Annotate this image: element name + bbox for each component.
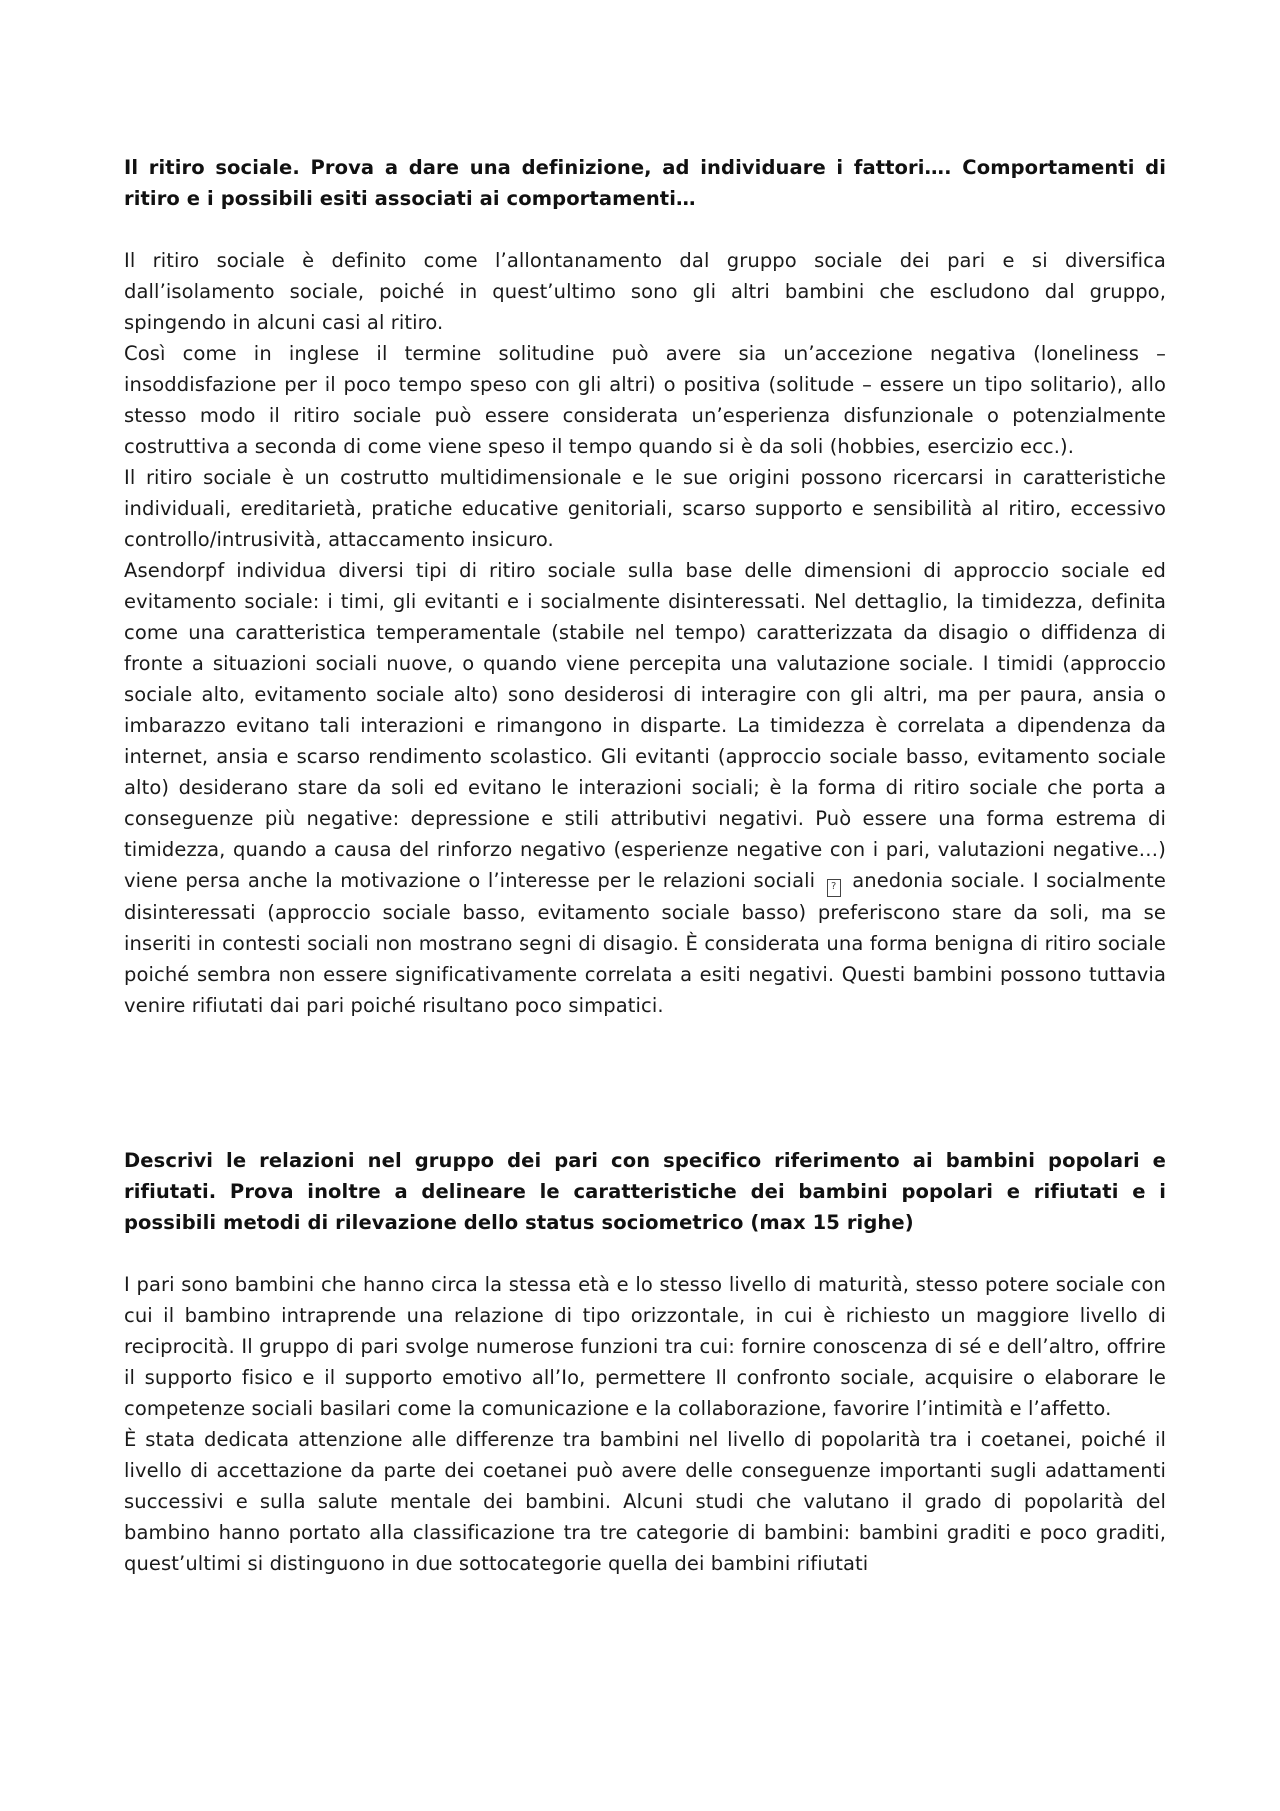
heading-spacer xyxy=(124,1238,1166,1269)
section-2-paragraph-1: I pari sono bambini che hanno circa la stessa età e lo stesso livello di maturità, stesso potere sociale con cui il bambino intraprende una relazione di tipo orizzontale, in cui è richiesto un maggiore livello di reciprocità. Il gruppo di pari svolge numerose funzioni tra cui: fornire conoscenza di sé e dell’altro, offrire il supporto fisico e il supporto emotivo all’Io, permettere Il confronto sociale, acquisire o elaborare le competenze sociali basilari come la comunicazione e la collaborazione, favorire l’intimità e l’affetto. xyxy=(124,1273,1166,1420)
section-1-paragraph-4 xyxy=(124,555,1166,1021)
missing-glyph-icon: ? xyxy=(827,879,841,897)
document-body xyxy=(124,152,1166,1579)
section-1-heading: Il ritiro sociale. Prova a dare una definizione, ad individuare i fattori…. Comportamenti di ritiro e i possibili esiti associati ai comportamenti… xyxy=(124,156,1166,210)
section-2-heading: Descrivi le relazioni nel gruppo dei pari con specifico riferimento ai bambini popolari e rifiutati. Prova inoltre a delineare le caratteristiche dei bambini popolari e rifiutati e i possibili metodi di rilevazione dello status sociometrico (max 15 righe) xyxy=(124,1149,1166,1234)
asendorpf-text-before: Asendorpf individua diversi tipi di ritiro sociale sulla base delle dimensioni di approccio sociale ed evitamento sociale: i timi, gli evitanti e i socialmente disinteressati. Nel dettaglio, la timidezza, definita come una caratteristica temperamentale (stabile nel tempo) caratterizzata da disagio o diffidenza di fronte a situazioni sociali nuove, o quando viene percepita una valutazione sociale. I timidi (approccio sociale alto, evitamento sociale alto) sono desiderosi di interagire con gli altri, ma per paura, ansia o imbarazzo evitano tali interazioni e rimangono in disparte. La timidezza è correlata a dipendenza da internet, ansia e scarso rendimento scolastico. Gli evitanti (approccio sociale basso, evitamento sociale alto) desiderano stare da soli ed evitano le interazioni sociali; è la forma di ritiro sociale che porta a conseguenze più negative: depressione e stili attributivi negativi. Può essere una forma estrema di timidezza, quando a causa del rinforzo negativo (esperienze negative con i pari, valutazioni negative…) viene persa anche la motivazione o l’interesse per le relazioni sociali xyxy=(124,559,1166,892)
section-1-paragraph-3: Il ritiro sociale è un costrutto multidimensionale e le sue origini possono ricercarsi in caratteristiche individuali, ereditarietà, pratiche educative genitoriali, scarso supporto e sensibilità al ritiro, eccessivo controllo/intrusività, attaccamento insicuro. xyxy=(124,466,1166,551)
section-gap xyxy=(124,1021,1166,1145)
section-1-paragraph-1: Il ritiro sociale è definito come l’allontanamento dal gruppo sociale dei pari e si diversifica dall’isolamento sociale, poiché in quest’ultimo sono gli altri bambini che escludono dal gruppo, spingendo in alcuni casi al ritiro. xyxy=(124,249,1166,334)
asendorpf-text-after: anedonia sociale. I socialmente disinteressati (approccio sociale basso, evitamento sociale basso) preferiscono stare da soli, ma se inseriti in contesti sociali non mostrano segni di disagio. È considerata una forma benigna di ritiro sociale poiché sembra non essere significativamente correlata a esiti negativi. Questi bambini possono tuttavia venire rifiutati dai pari poiché risultano poco simpatici. xyxy=(124,869,1166,1017)
heading-spacer xyxy=(124,214,1166,245)
section-2-paragraph-2: È stata dedicata attenzione alle differenze tra bambini nel livello di popolarità tra i coetanei, poiché il livello di accettazione da parte dei coetanei può avere delle conseguenze importanti sugli adattamenti successivi e sulla salute mentale dei bambini. Alcuni studi che valutano il grado di popolarità del bambino hanno portato alla classificazione tra tre categorie di bambini: bambini graditi e poco graditi, quest’ultimi si distinguono in due sottocategorie quella dei bambini rifiutati xyxy=(124,1428,1166,1575)
section-1-paragraph-2: Così come in inglese il termine solitudine può avere sia un’accezione negativa (loneliness – insoddisfazione per il poco tempo speso con gli altri) o positiva (solitude – essere un tipo solitario), allo stesso modo il ritiro sociale può essere considerata un’esperienza disfunzionale o potenzialmente costruttiva a seconda di come viene speso il tempo quando si è da soli (hobbies, esercizio ecc.). xyxy=(124,342,1166,458)
